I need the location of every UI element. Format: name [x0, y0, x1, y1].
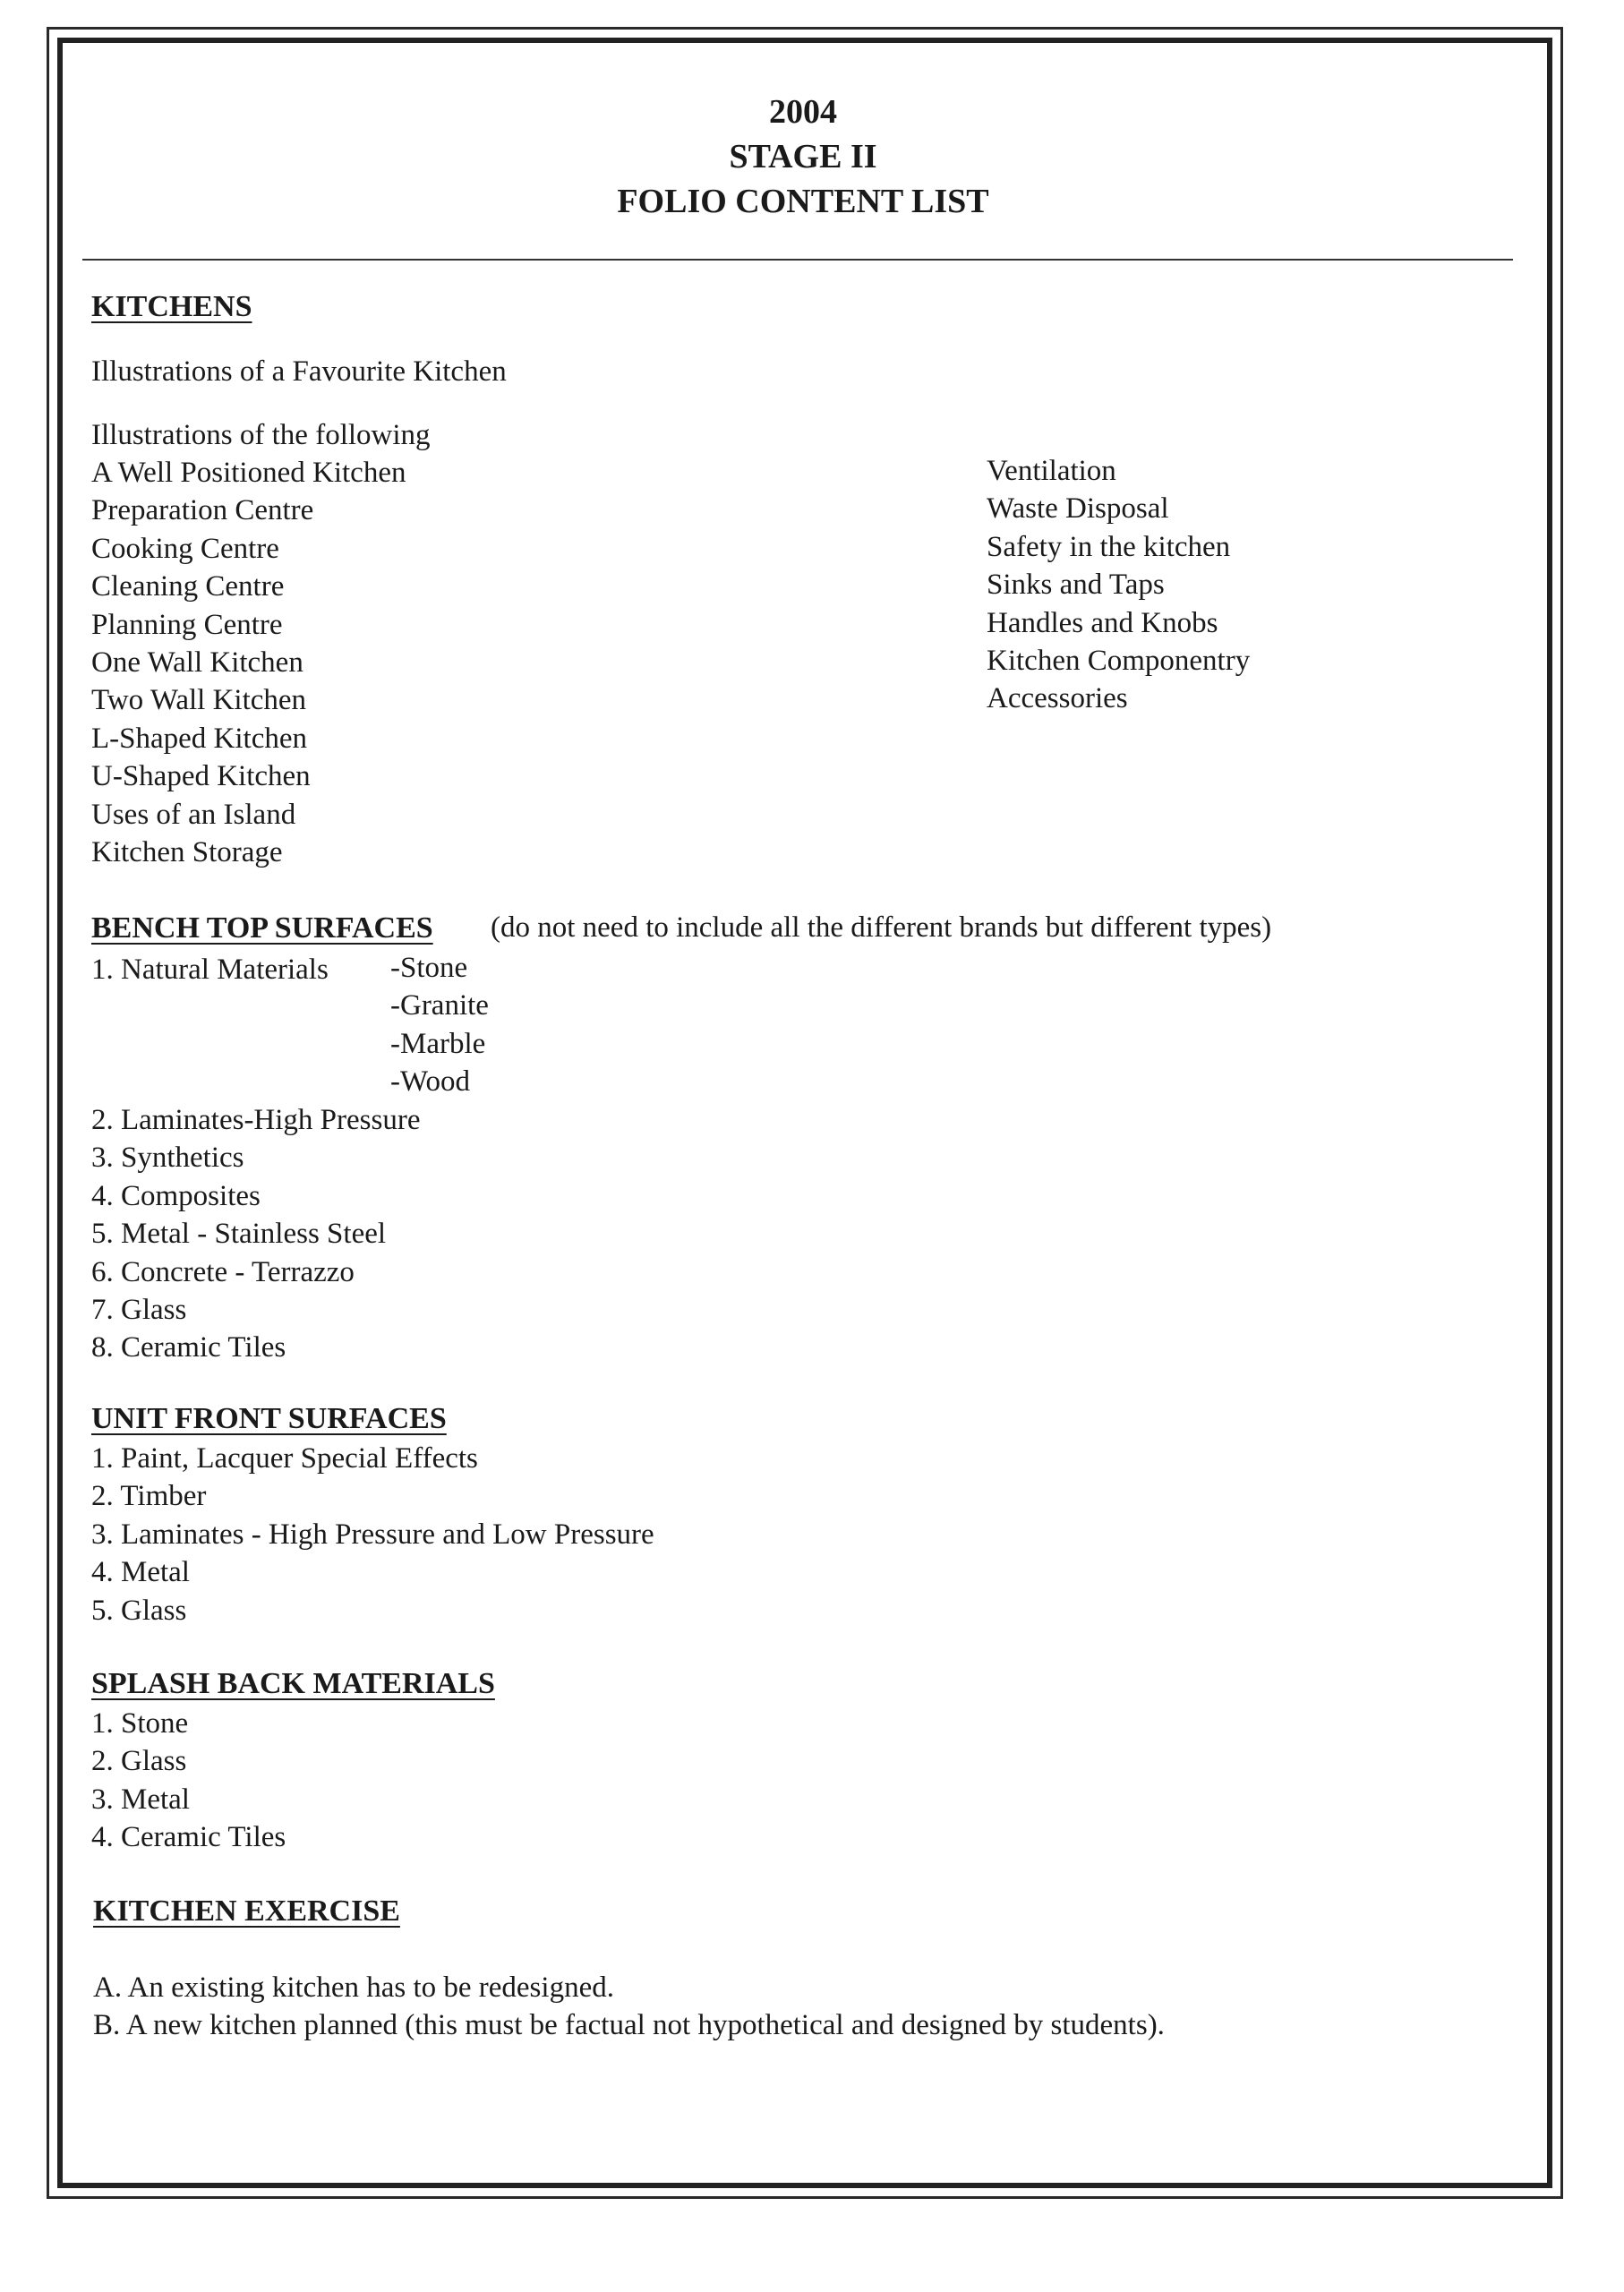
kitchens-left-list	[91, 454, 406, 871]
splash-back-list	[91, 1705, 286, 1857]
list-item: 4. Composites	[91, 1179, 261, 1212]
list-item: Kitchen Storage	[91, 835, 283, 868]
list-item: Cleaning Centre	[91, 570, 285, 603]
list-item: U-Shaped Kitchen	[91, 760, 311, 793]
bench-top-list	[91, 1101, 421, 1367]
kitchens-heading: KITCHENS	[91, 290, 252, 323]
unit-front-list	[91, 1440, 654, 1629]
list-item: One Wall Kitchen	[91, 646, 303, 679]
header-year: 2004	[769, 93, 837, 131]
list-item: Cooking Centre	[91, 532, 279, 565]
list-item: L-Shaped Kitchen	[91, 722, 308, 755]
splash-back-heading: SPLASH BACK MATERIALS	[91, 1667, 495, 1700]
list-item: B. A new kitchen planned (this must be factual not hypothetical and designed by students).	[93, 2009, 1165, 2042]
list-item: Handles and Knobs	[987, 606, 1218, 639]
unit-front-heading: UNIT FRONT SURFACES	[91, 1402, 447, 1435]
list-item: Planning Centre	[91, 608, 283, 641]
exercise-heading: KITCHEN EXERCISE	[93, 1894, 400, 1928]
bench-top-natural-subtypes	[390, 949, 489, 1101]
list-item: Waste Disposal	[987, 492, 1169, 526]
list-item: -Wood	[390, 1065, 470, 1099]
kitchens-right-list	[987, 452, 1250, 718]
exercise-list	[93, 1969, 1165, 2045]
list-item: -Marble	[390, 1027, 486, 1060]
list-item: Kitchen Componentry	[987, 644, 1251, 677]
bench-top-note: (do not need to include all the different brands but different types)	[491, 911, 1272, 944]
list-item: 1. Stone	[91, 1707, 189, 1740]
bench-top-natural: 1. Natural Materials	[91, 954, 329, 986]
list-item: 8. Ceramic Tiles	[91, 1331, 286, 1364]
kitchens-following-intro: Illustrations of the following	[91, 419, 431, 451]
list-item: 2. Timber	[91, 1480, 207, 1513]
list-item: 3. Laminates - High Pressure and Low Pressure	[91, 1518, 654, 1551]
kitchens-favourite: Illustrations of a Favourite Kitchen	[91, 355, 507, 388]
list-item: 5. Glass	[91, 1594, 187, 1627]
list-item: Preparation Centre	[91, 494, 314, 527]
list-item: Accessories	[987, 682, 1128, 715]
list-item: Ventilation	[987, 455, 1116, 487]
list-item: Sinks and Taps	[987, 569, 1165, 602]
list-item: 4. Metal	[91, 1556, 190, 1589]
header-divider	[82, 259, 1513, 261]
list-item: -Granite	[390, 989, 489, 1022]
list-item: 6. Concrete - Terrazzo	[91, 1255, 355, 1288]
list-item: Uses of an Island	[91, 798, 296, 831]
list-item: -Stone	[390, 952, 468, 984]
list-item: A Well Positioned Kitchen	[91, 457, 406, 489]
document-header	[0, 90, 1606, 224]
list-item: A. An existing kitchen has to be redesigned.	[93, 1971, 614, 2004]
list-item: 3. Metal	[91, 1783, 190, 1816]
list-item: 2. Laminates-High Pressure	[91, 1104, 421, 1136]
list-item: Safety in the kitchen	[987, 530, 1231, 563]
list-item: 2. Glass	[91, 1745, 187, 1778]
bench-top-heading: BENCH TOP SURFACES	[91, 911, 433, 945]
list-item: 7. Glass	[91, 1293, 187, 1326]
list-item: 3. Synthetics	[91, 1142, 244, 1175]
list-item: Two Wall Kitchen	[91, 684, 307, 717]
list-item: 5. Metal - Stainless Steel	[91, 1218, 387, 1251]
list-item: 1. Paint, Lacquer Special Effects	[91, 1442, 478, 1475]
list-item: 4. Ceramic Tiles	[91, 1821, 286, 1854]
header-stage: STAGE II	[729, 138, 877, 175]
header-title: FOLIO CONTENT LIST	[617, 183, 989, 220]
